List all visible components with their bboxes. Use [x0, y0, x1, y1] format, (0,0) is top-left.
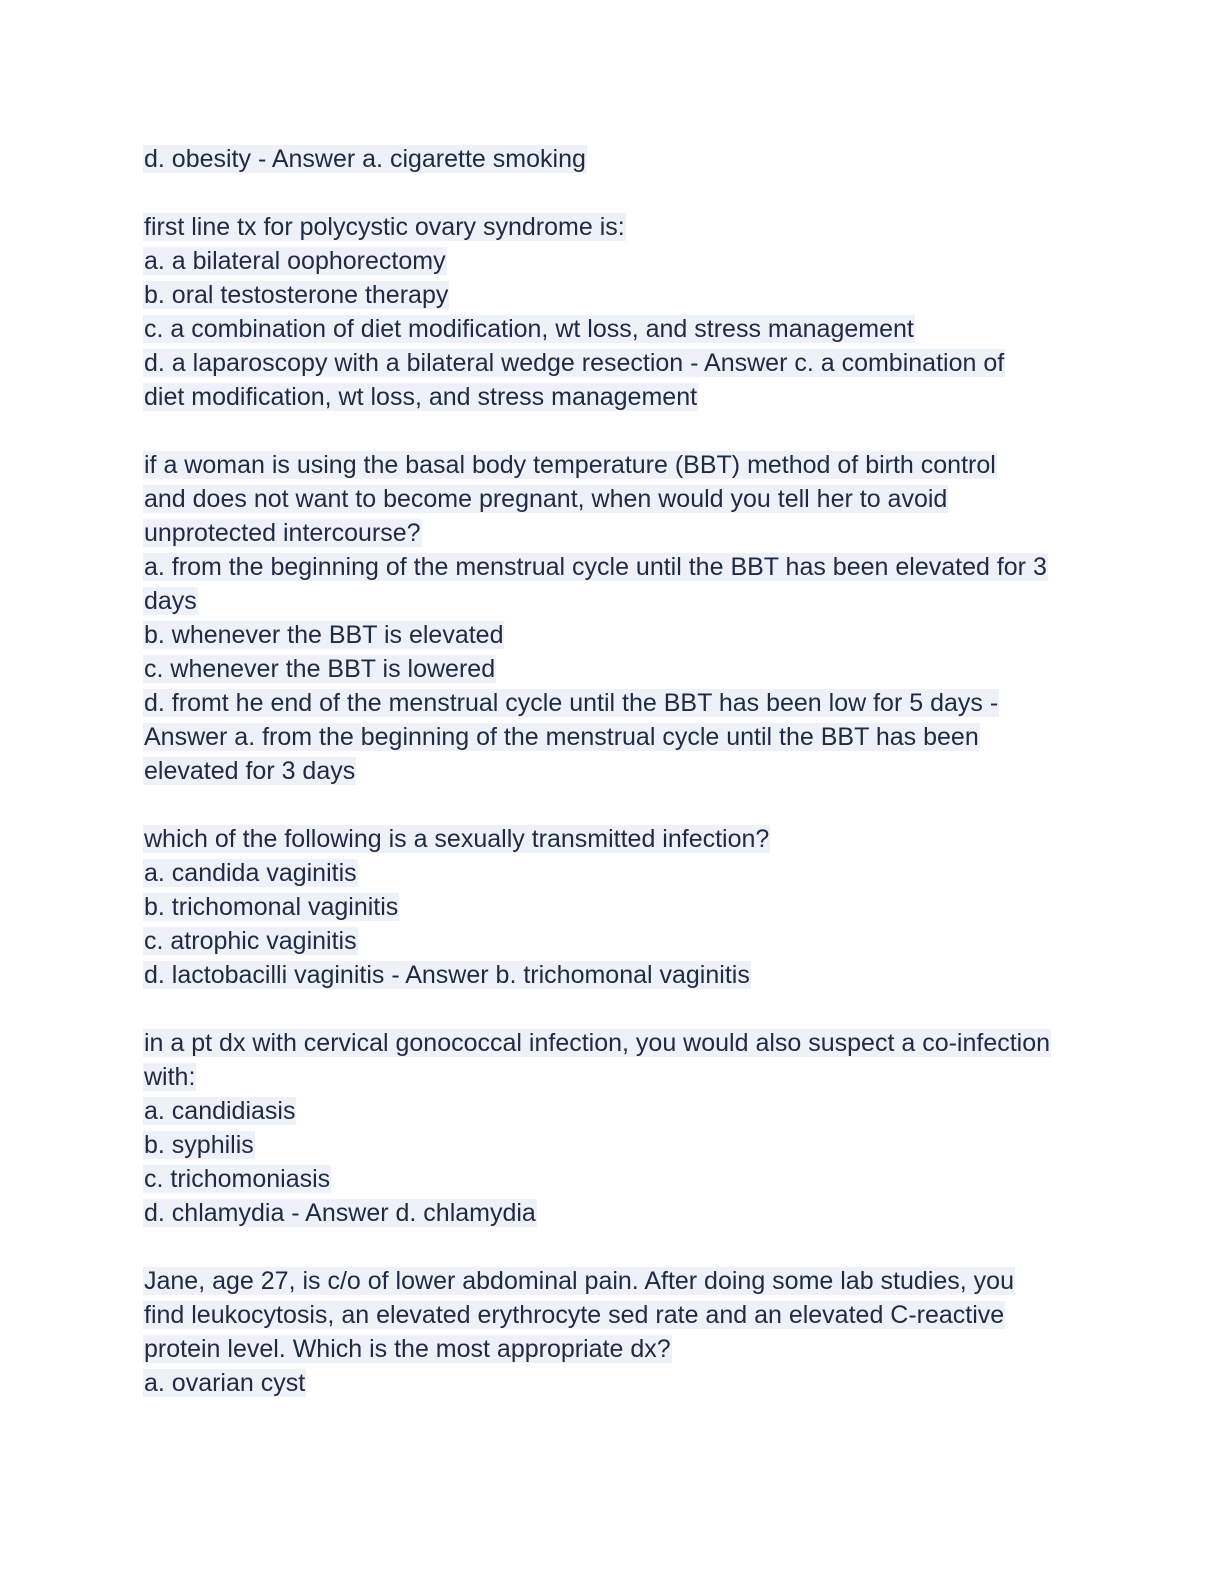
option-answer-line: d. fromt he end of the menstrual cycle until the BBT has been low for 5 days -	[144, 689, 999, 717]
option-line: a. candida vaginitis	[144, 859, 357, 887]
document-content	[143, 142, 1083, 1400]
qa-block-3	[143, 448, 1083, 788]
option-line: b. whenever the BBT is elevated	[144, 621, 504, 649]
question-line: if a woman is using the basal body temperature (BBT) method of birth control	[144, 451, 996, 479]
question-line: with:	[144, 1063, 196, 1091]
question-line: protein level. Which is the most appropriate dx?	[144, 1335, 671, 1363]
option-line: days	[144, 587, 197, 615]
block-gap	[143, 414, 1083, 448]
answer-line: diet modification, wt loss, and stress management	[144, 383, 698, 411]
question-line: in a pt dx with cervical gonococcal infection, you would also suspect a co-infection	[144, 1029, 1051, 1057]
qa-block-4	[143, 822, 1083, 992]
option-line: c. whenever the BBT is lowered	[144, 655, 496, 683]
question-line: Jane, age 27, is c/o of lower abdominal pain. After doing some lab studies, you	[144, 1267, 1014, 1295]
block-gap	[143, 992, 1083, 1026]
question-line: first line tx for polycystic ovary syndrome is:	[144, 213, 625, 241]
option-line: b. trichomonal vaginitis	[144, 893, 399, 921]
block-gap	[143, 176, 1083, 210]
qa-block-1	[143, 142, 1083, 176]
question-line: and does not want to become pregnant, when would you tell her to avoid	[144, 485, 948, 513]
question-line: which of the following is a sexually transmitted infection?	[144, 825, 770, 853]
option-answer-line: d. lactobacilli vaginitis - Answer b. trichomonal vaginitis	[144, 961, 750, 989]
option-line: a. from the beginning of the menstrual cycle until the BBT has been elevated for 3	[144, 553, 1047, 581]
option-line: c. a combination of diet modification, wt loss, and stress management	[144, 315, 914, 343]
block-gap	[143, 1230, 1083, 1264]
option-line: b. oral testosterone therapy	[144, 281, 449, 309]
block-gap	[143, 788, 1083, 822]
option-line: a. candidiasis	[144, 1097, 296, 1125]
option-line: c. trichomoniasis	[144, 1165, 331, 1193]
option-line: a. a bilateral oophorectomy	[144, 247, 446, 275]
question-line: unprotected intercourse?	[144, 519, 421, 547]
option-line: b. syphilis	[144, 1131, 254, 1159]
qa-block-2	[143, 210, 1083, 414]
answer-line: Answer a. from the beginning of the menstrual cycle until the BBT has been	[144, 723, 979, 751]
answer-line: elevated for 3 days	[144, 757, 356, 785]
qa-block-5	[143, 1026, 1083, 1230]
question-line: find leukocytosis, an elevated erythrocyte sed rate and an elevated C-reactive	[144, 1301, 1005, 1329]
option-line: c. atrophic vaginitis	[144, 927, 357, 955]
option-line: a. ovarian cyst	[144, 1369, 306, 1397]
text-line: d. obesity - Answer a. cigarette smoking	[144, 145, 586, 173]
qa-block-6	[143, 1264, 1083, 1400]
option-answer-line: d. chlamydia - Answer d. chlamydia	[144, 1199, 536, 1227]
option-answer-line: d. a laparoscopy with a bilateral wedge resection - Answer c. a combination of	[144, 349, 1005, 377]
